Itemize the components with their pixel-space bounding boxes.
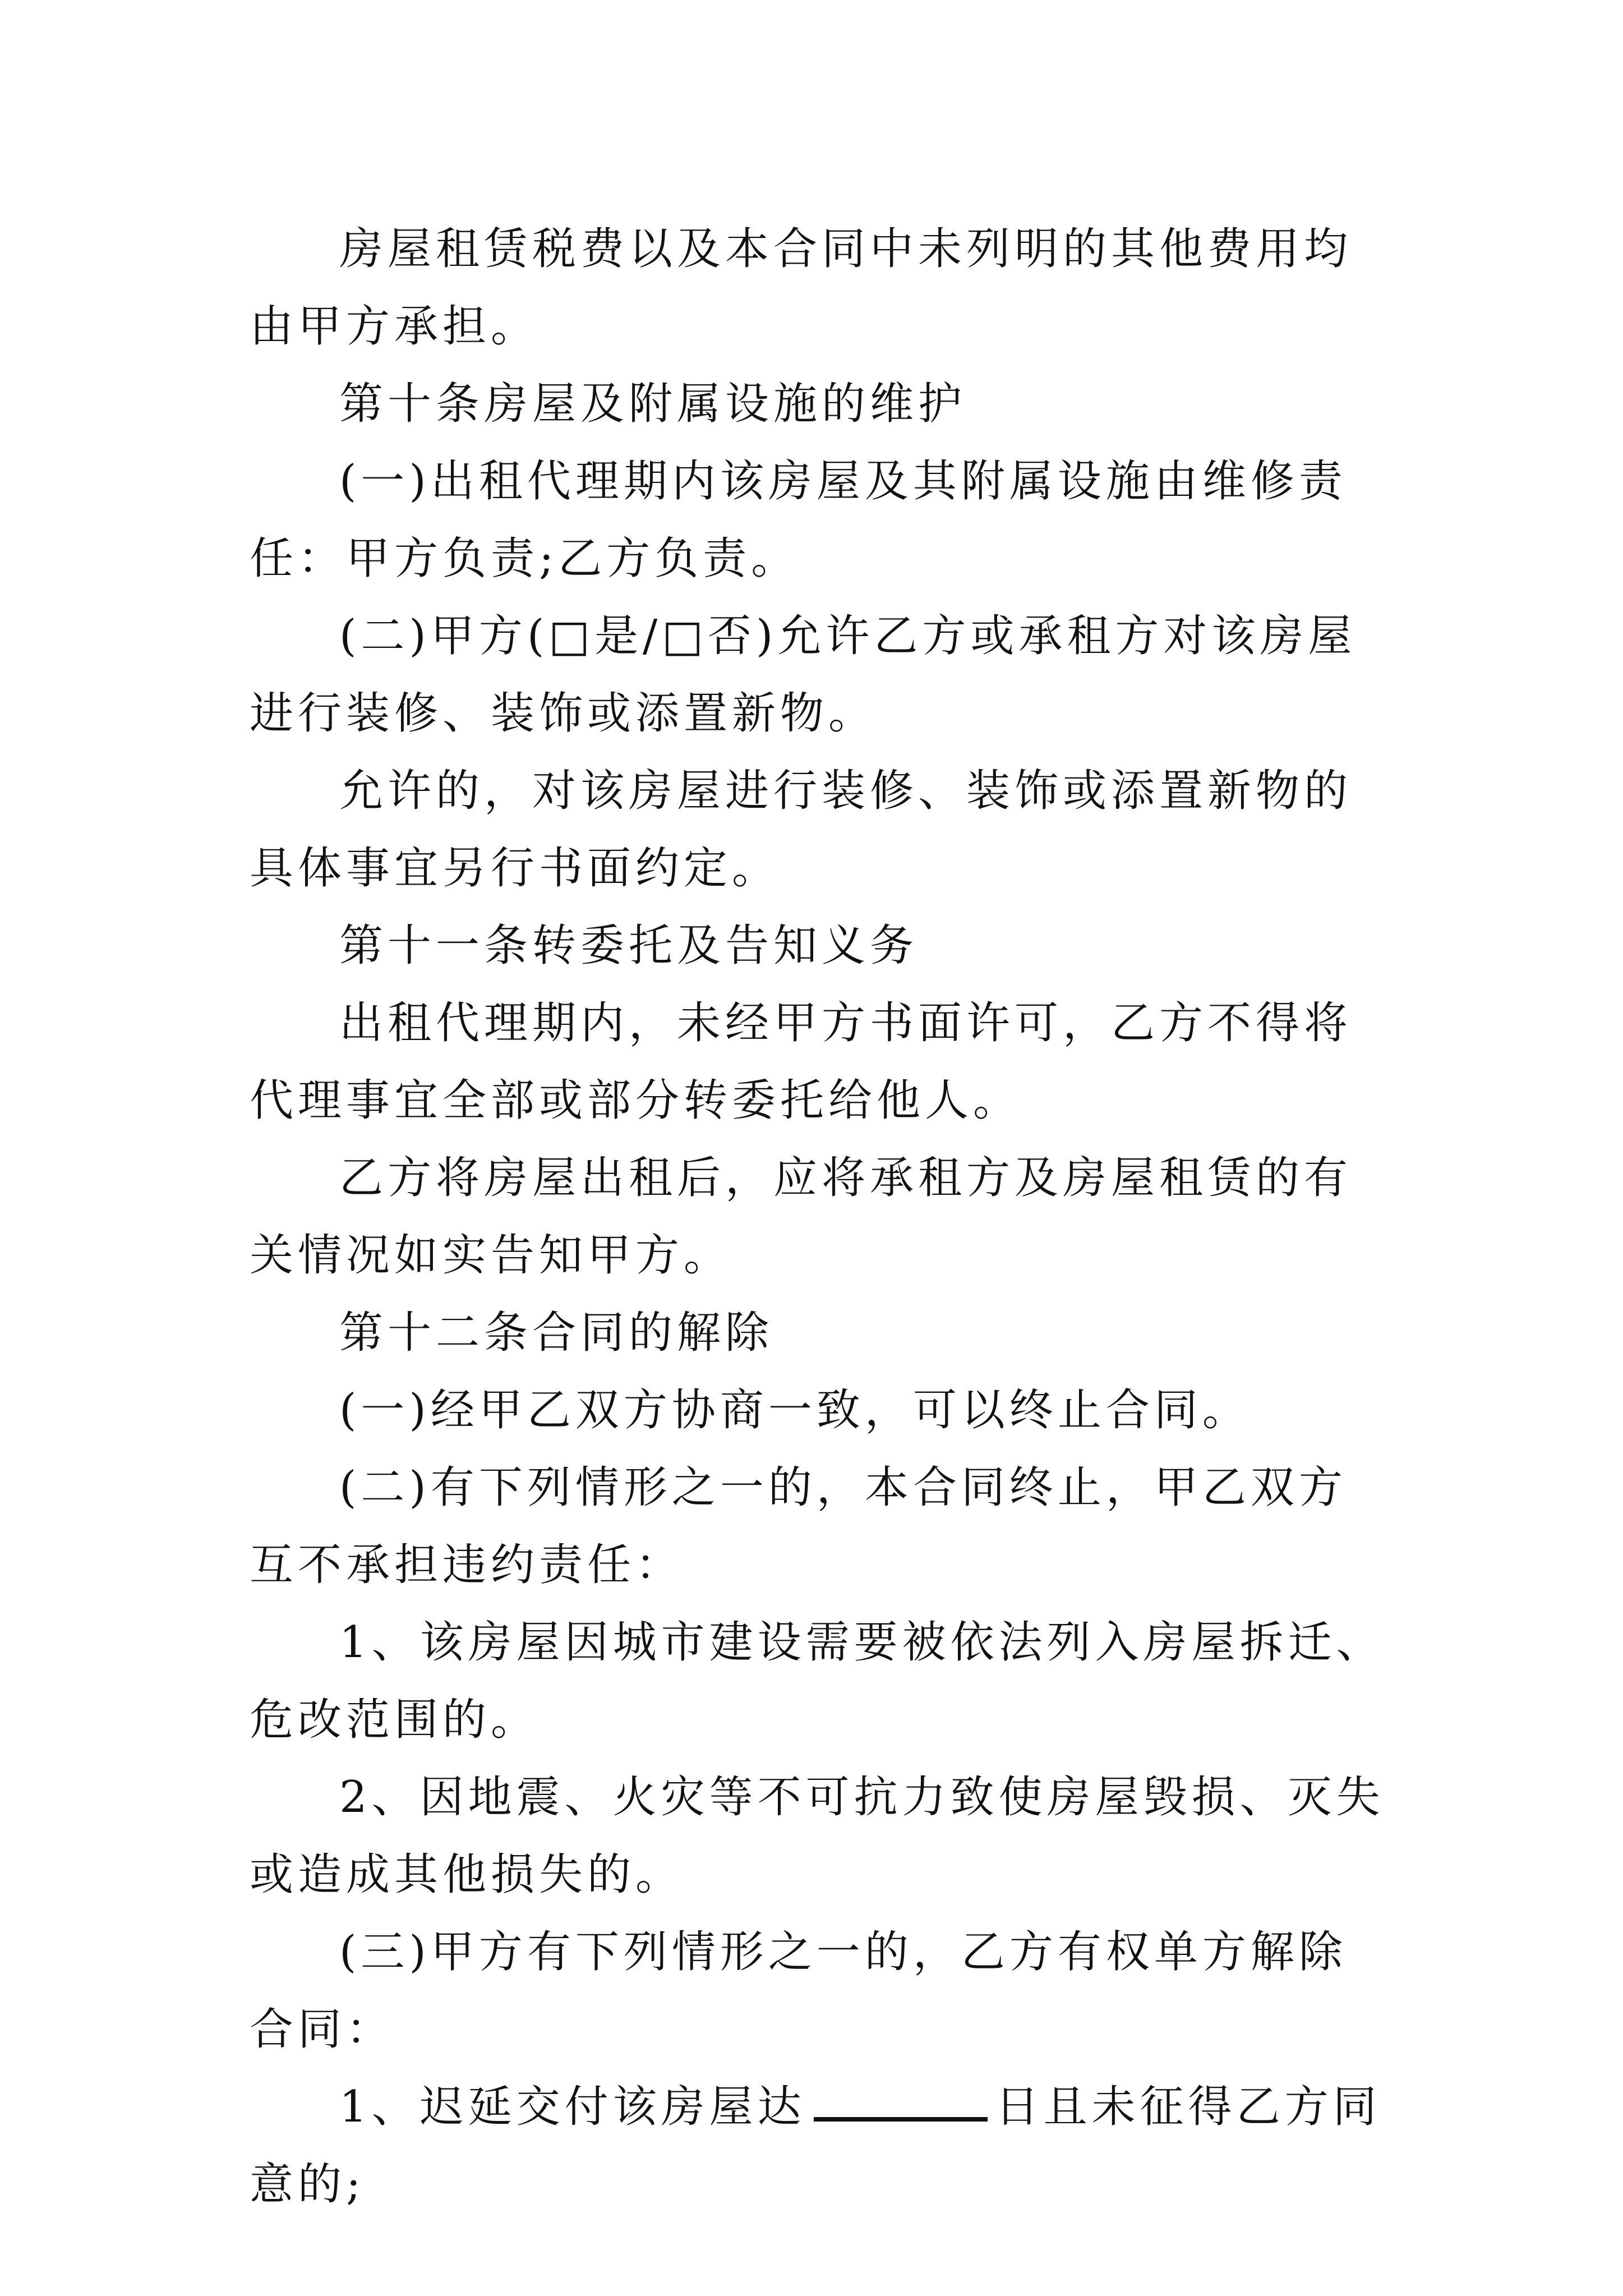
list-item-delayed-delivery: [250, 2068, 1388, 2223]
paragraph-renovation-permission: (二)甲方(□是/□否)允许乙方或承租方对该房屋进行装修、装饰或添置新物。: [250, 611, 1357, 739]
paragraph-maintenance-responsibility: (一)出租代理期内该房屋及其附属设施由维修责任：甲方负责;乙方负责。: [250, 456, 1347, 584]
heading-article-10: 第十条房屋及附属设施的维护: [339, 379, 967, 429]
delayed-delivery-text-end: 日且未征得乙方同意的;: [250, 2082, 1381, 2210]
paragraph-taxes: 房屋租赁税费以及本合同中未列明的其他费用均由甲方承担。: [250, 224, 1353, 352]
paragraph-renovation-agreement: 允许的，对该房屋进行装修、装饰或添置新物的具体事宜另行书面约定。: [250, 766, 1353, 894]
heading-article-11: 第十一条转委托及告知义务: [339, 921, 919, 971]
list-item-demolition: 1、该房屋因城市建设需要被依法列入房屋拆迁、危改范围的。: [250, 1617, 1385, 1745]
paragraph-unilateral-termination: (三)甲方有下列情形之一的，乙方有权单方解除合同：: [250, 1927, 1347, 2055]
paragraph-termination-conditions: (二)有下列情形之一的，本合同终止，甲乙双方互不承担违约责任：: [250, 1462, 1347, 1590]
heading-article-12: 第十二条合同的解除: [339, 1308, 774, 1358]
document-body: [250, 210, 1388, 2223]
paragraph-notification: 乙方将房屋出租后，应将承租方及房屋租赁的有关情况如实告知甲方。: [250, 1153, 1353, 1281]
list-item-force-majeure: 2、因地震、火灾等不可抗力致使房屋毁损、灭失或造成其他损失的。: [250, 1772, 1385, 1900]
paragraph-mutual-termination: (一)经甲乙双方协商一致，可以终止合同。: [339, 1385, 1251, 1435]
delayed-delivery-text-start: 1、迟延交付该房屋达: [339, 2082, 806, 2132]
fill-in-blank-days: [814, 2083, 988, 2122]
paragraph-no-subdelegation: 出租代理期内，未经甲方书面许可，乙方不得将代理事宜全部或部分转委托给他人。: [250, 998, 1353, 1126]
